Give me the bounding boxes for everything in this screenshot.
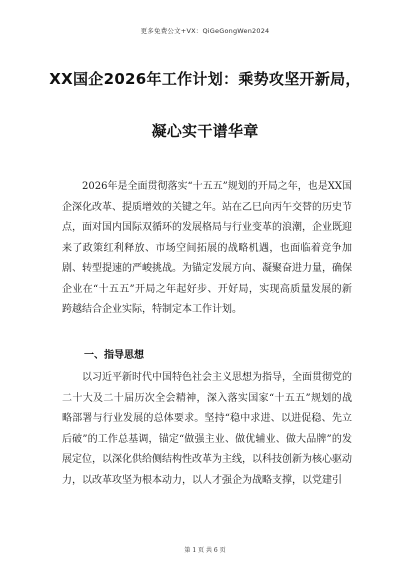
document-title-line-1: XX国企2026年工作计划：乘势攻坚开新局， <box>49 70 361 88</box>
intro-paragraph: 2026年是全面贯彻落实“十五五”规划的开局之年，也是XX国企深化改革、提质增效的关键之年。站在乙巳向丙午交替的历史节点，面对国内国际双循环的发展格局与行业变革的浪潮，企业既迎来了政策红利释放、市场空间拓展的战略机遇，也面临着竞争加剧、转型提速的严峻挑战。为锚定发展方向、凝聚奋进力量，确保企业在“十五五”开局之年起好步、开好局，实现高质量发展的新跨越结合企业实际，特制定本工作计划。 <box>62 181 352 315</box>
section-heading-guiding-ideology: 一、指导思想 <box>84 350 144 361</box>
section-paragraph: 以习近平新时代中国特色社会主义思想为指导，全面贯彻党的二十大及二十届历次全会精神，深入落实国家“十五五”规划的战略部署与行业发展的总体要求。坚持“稳中求进、以进促稳、先立后破”的工作总基调，锚定“做强主业、做优辅业、做大品牌”的发展定位，以深化供给侧结构性改革为主线，以科技创新为核心驱动力，以改革攻坚为根本动力，以人才强企为战略支撑，以党建引 <box>62 372 352 486</box>
document-title-line-2: 凝心实干谱华章 <box>151 122 259 140</box>
page-footer: 第 1 页 共 6 页 <box>184 547 226 554</box>
header-note: 更多免费公文+VX：QiGeGongWen2024 <box>140 27 270 35</box>
